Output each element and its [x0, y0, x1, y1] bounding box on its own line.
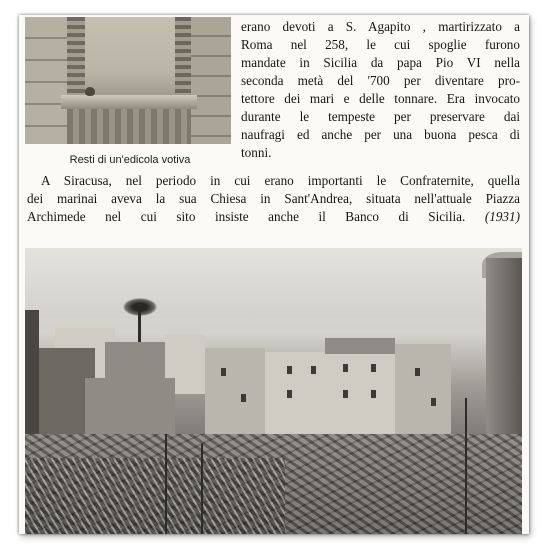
right-column-text — [241, 18, 520, 162]
niche-recess — [85, 17, 175, 95]
window — [415, 368, 420, 376]
palm-tree-crown — [123, 298, 157, 316]
book-page — [19, 15, 529, 534]
text-line: erano devoti a S. Agapito , martirizzato a — [241, 19, 520, 34]
text-line-content: Archimede nel cui sito insiste anche il Banco di Sicilia. — [27, 209, 466, 224]
text-line — [27, 208, 520, 226]
window — [287, 390, 292, 398]
demolition-photo — [25, 248, 522, 534]
window — [343, 364, 348, 372]
niche-ledge — [61, 95, 197, 109]
paragraph-siracusa — [27, 172, 520, 226]
votive-niche-photo — [25, 17, 231, 144]
stone-wall-left — [25, 17, 67, 144]
niche-pot — [85, 87, 95, 96]
text-line: mandate in Sicilia da papa Pio VI nella — [241, 55, 520, 70]
year-note: (1931) — [484, 209, 521, 224]
building — [85, 378, 175, 438]
text-line: tonni. — [241, 145, 272, 160]
text-line: durante le tempeste per preservare dai — [241, 109, 520, 124]
window — [431, 398, 436, 406]
scaffold-pole — [165, 434, 167, 534]
window — [221, 368, 226, 376]
window — [371, 390, 376, 398]
niche-base — [67, 109, 191, 144]
sky — [25, 248, 522, 318]
text-line: dei marinai aveva la sua Chiesa in Sant'Andrea, situata nell'attuale Piazza — [27, 191, 520, 206]
window — [371, 364, 376, 372]
building — [205, 348, 265, 434]
window — [343, 390, 348, 398]
text-line: A Siracusa, nel periodo in cui erano importanti le Confraternite, quella — [41, 173, 520, 188]
building — [395, 344, 451, 434]
scaffold-pole — [465, 398, 467, 534]
roof — [325, 338, 395, 354]
window — [241, 394, 246, 402]
text-line: seconda metà del '700 per diventare pro- — [241, 73, 520, 88]
text-line: naufragi ed anche per una buona pesca di — [241, 127, 520, 142]
scaffold-pole — [201, 444, 203, 534]
rubble-debris — [25, 458, 285, 534]
photo-caption: Resti di un'edicola votiva — [69, 154, 191, 166]
window — [287, 366, 292, 374]
text-line: Roma nel 258, le cui spoglie furono — [241, 37, 520, 52]
text-line: tettore dei mari e delle tonnare. Era invocato — [241, 91, 520, 106]
window — [311, 366, 316, 374]
